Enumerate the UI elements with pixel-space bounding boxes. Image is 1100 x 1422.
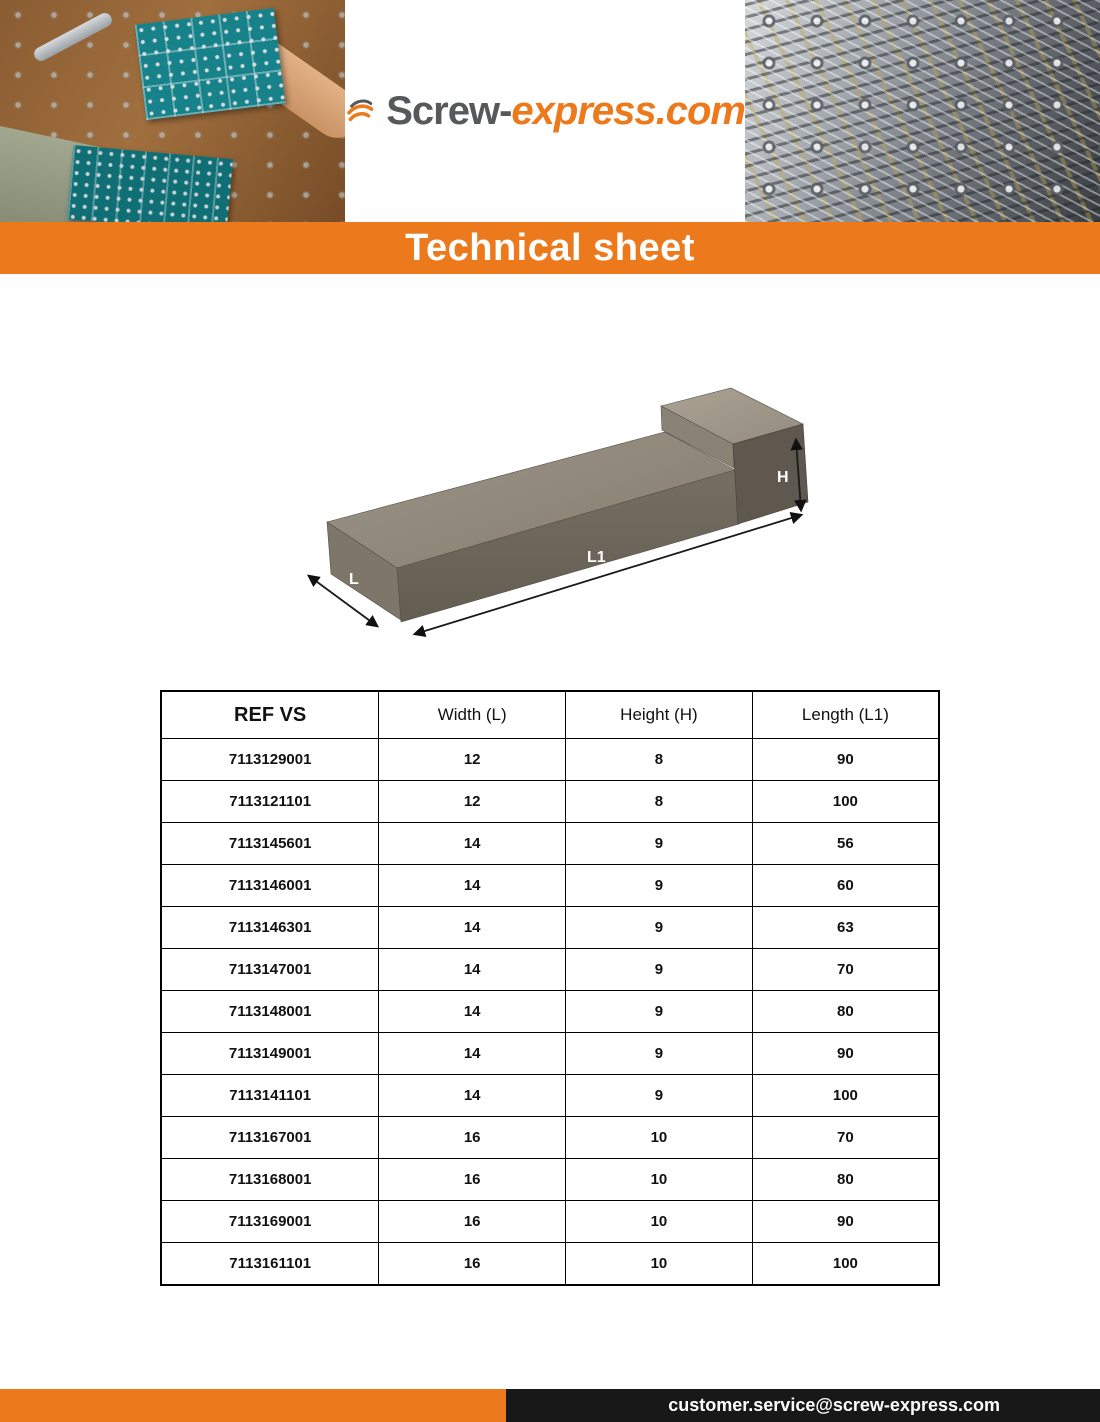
table-cell: 63	[752, 907, 939, 949]
footer-dark-stripe	[506, 1389, 1100, 1422]
machine-key-illustration	[230, 322, 870, 682]
table-cell: 12	[379, 781, 566, 823]
page-title: Technical sheet	[405, 226, 695, 269]
table-cell: 10	[566, 1159, 753, 1201]
table-cell: 7113121101	[161, 781, 379, 823]
table-row	[161, 781, 939, 823]
workbench-photo	[0, 0, 345, 222]
table-row	[161, 1117, 939, 1159]
table-cell: 90	[752, 739, 939, 781]
brand-name	[386, 89, 745, 134]
table-cell: 80	[752, 991, 939, 1033]
table-cell: 7113145601	[161, 823, 379, 865]
screw-tray	[135, 8, 286, 120]
banner	[0, 222, 1100, 274]
height-dimension-label: H	[777, 469, 789, 486]
table-cell: 9	[566, 907, 753, 949]
footer	[0, 1389, 1100, 1422]
screw-swoosh-icon	[345, 82, 374, 140]
table-cell: 14	[379, 907, 566, 949]
table-cell: 100	[752, 781, 939, 823]
table-row	[161, 1243, 939, 1286]
table-cell: 60	[752, 865, 939, 907]
table-cell: 14	[379, 949, 566, 991]
table-cell: 7113161101	[161, 1243, 379, 1286]
table-cell: 8	[566, 739, 753, 781]
spec-table	[160, 690, 940, 1286]
table-cell: 14	[379, 823, 566, 865]
table-cell: 9	[566, 1033, 753, 1075]
table-header-row	[161, 691, 939, 739]
table-cell: 8	[566, 781, 753, 823]
header-ref-vs: REF VS	[161, 691, 379, 739]
table-cell: 80	[752, 1159, 939, 1201]
table-cell: 7113148001	[161, 991, 379, 1033]
table-cell: 9	[566, 991, 753, 1033]
table-cell: 10	[566, 1117, 753, 1159]
table-row	[161, 1201, 939, 1243]
table-row	[161, 1033, 939, 1075]
table-cell: 7113167001	[161, 1117, 379, 1159]
table-row	[161, 823, 939, 865]
table-row	[161, 1159, 939, 1201]
table-cell: 9	[566, 823, 753, 865]
table-cell: 14	[379, 1075, 566, 1117]
width-dimension-label: L	[349, 571, 359, 588]
product-diagram	[0, 322, 1100, 682]
table-row	[161, 1075, 939, 1117]
table-cell: 7113129001	[161, 739, 379, 781]
table-cell: 12	[379, 739, 566, 781]
header-length: Length (L1)	[752, 691, 939, 739]
table-row	[161, 739, 939, 781]
spec-table-section	[160, 690, 940, 1286]
table-cell: 7113141101	[161, 1075, 379, 1117]
customer-service-email[interactable]: customer.service@screw-express.com	[668, 1395, 1000, 1415]
spec-table-body	[161, 739, 939, 1286]
table-row	[161, 907, 939, 949]
brand-logo	[345, 0, 745, 222]
table-cell: 14	[379, 1033, 566, 1075]
length-dimension-label: L1	[587, 549, 606, 566]
screw-tray	[67, 145, 233, 222]
header	[0, 0, 1100, 222]
table-cell: 9	[566, 865, 753, 907]
table-cell: 7113169001	[161, 1201, 379, 1243]
table-cell: 90	[752, 1033, 939, 1075]
table-row	[161, 949, 939, 991]
table-cell: 7113149001	[161, 1033, 379, 1075]
table-cell: 70	[752, 1117, 939, 1159]
table-cell: 7113146001	[161, 865, 379, 907]
table-row	[161, 991, 939, 1033]
table-cell: 100	[752, 1243, 939, 1286]
footer-orange-stripe	[0, 1389, 506, 1422]
table-cell: 14	[379, 991, 566, 1033]
screws-pile-photo	[745, 0, 1100, 222]
table-cell: 16	[379, 1243, 566, 1286]
table-cell: 7113147001	[161, 949, 379, 991]
table-cell: 10	[566, 1243, 753, 1286]
header-width: Width (L)	[379, 691, 566, 739]
table-cell: 70	[752, 949, 939, 991]
brand-name-orange: express.com	[511, 88, 745, 133]
table-cell: 16	[379, 1159, 566, 1201]
table-cell: 9	[566, 1075, 753, 1117]
table-row	[161, 865, 939, 907]
table-cell: 16	[379, 1201, 566, 1243]
table-cell: 10	[566, 1201, 753, 1243]
table-cell: 7113168001	[161, 1159, 379, 1201]
brand-name-dark: Screw-	[386, 88, 512, 133]
table-cell: 9	[566, 949, 753, 991]
table-cell: 90	[752, 1201, 939, 1243]
table-cell: 16	[379, 1117, 566, 1159]
table-cell: 56	[752, 823, 939, 865]
header-height: Height (H)	[566, 691, 753, 739]
table-cell: 14	[379, 865, 566, 907]
table-cell: 7113146301	[161, 907, 379, 949]
table-cell: 100	[752, 1075, 939, 1117]
